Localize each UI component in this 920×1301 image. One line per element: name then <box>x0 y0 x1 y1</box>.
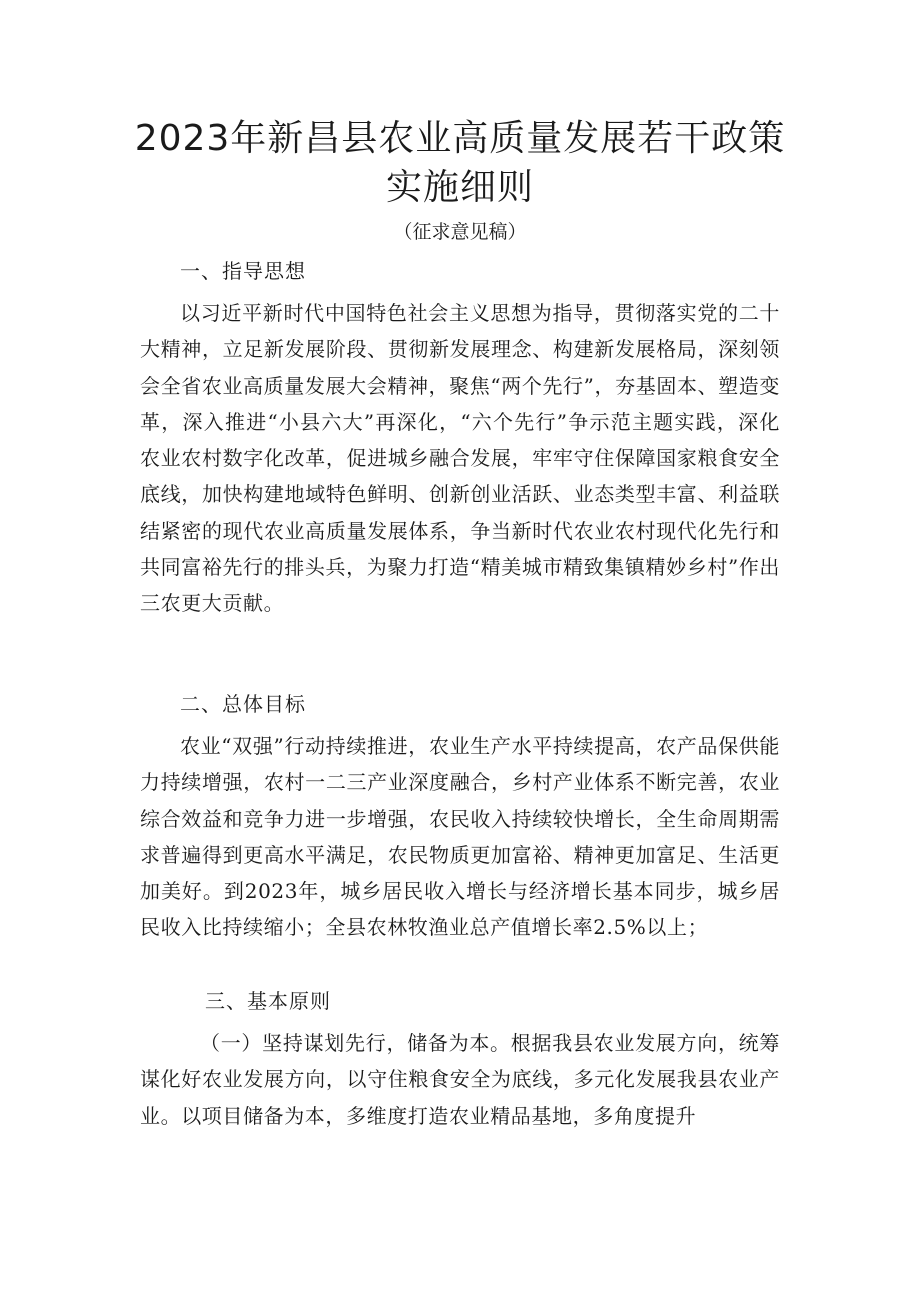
section-heading-overall-goals: 二、总体目标 <box>180 692 306 716</box>
document-subtitle: （征求意见稿） <box>393 221 527 243</box>
section-paragraph-guiding-ideology: 以习近平新时代中国特色社会主义思想为指导，贯彻落实党的二十大精神，立足新发展阶段、贯彻新发展理念、构建新发展格局，深刻领会全省农业高质量发展大会精神，聚焦“两个先行”，夯基固本、塑造变革，深入推进“小县六大”再深化，“六个先行”争示范主题实践，深化农业农村数字化改革，促进城乡融合发展，牢牢守住保障国家粮食安全底线，加快构建地域特色鲜明、创新创业活跃、业态类型丰富、利益联结紧密的现代农业高质量发展体系，争当新时代农业农村现代化先行和共同富裕先行的排头兵，为聚力打造“精美城市精致集镇精妙乡村”作出三农更大贡献。 <box>140 301 780 616</box>
document-title-line-1: 2023年新昌县农业高质量发展若干政策 <box>134 118 786 159</box>
document-title-line-2: 实施细则 <box>385 167 534 208</box>
section-heading-guiding-ideology: 一、指导思想 <box>180 259 306 283</box>
section-paragraph-overall-goals: 农业“双强”行动持续推进，农业生产水平持续提高，农产品保供能力持续增强，农村一二三产业深度融合，乡村产业体系不断完善，农业综合效益和竞争力进一步增强，农民收入持续较快增长，全生命周期需求普遍得到更高水平满足，农民物质更加富裕、精神更加富足、生活更加美好。到2023年，城乡居民收入增长与经济增长基本同步，城乡居民收入比持续缩小；全县农林牧渔业总产值增长率2.5%以上； <box>140 734 780 940</box>
section-paragraph-basic-principles: （一）坚持谋划先行，储备为本。根据我县农业发展方向，统筹谋化好农业发展方向，以守住粮食安全为底线，多元化发展我县农业产业。以项目储备为本，多维度打造农业精品基地，多角度提升 <box>140 1031 780 1128</box>
section-heading-basic-principles: 三、基本原则 <box>205 989 331 1013</box>
